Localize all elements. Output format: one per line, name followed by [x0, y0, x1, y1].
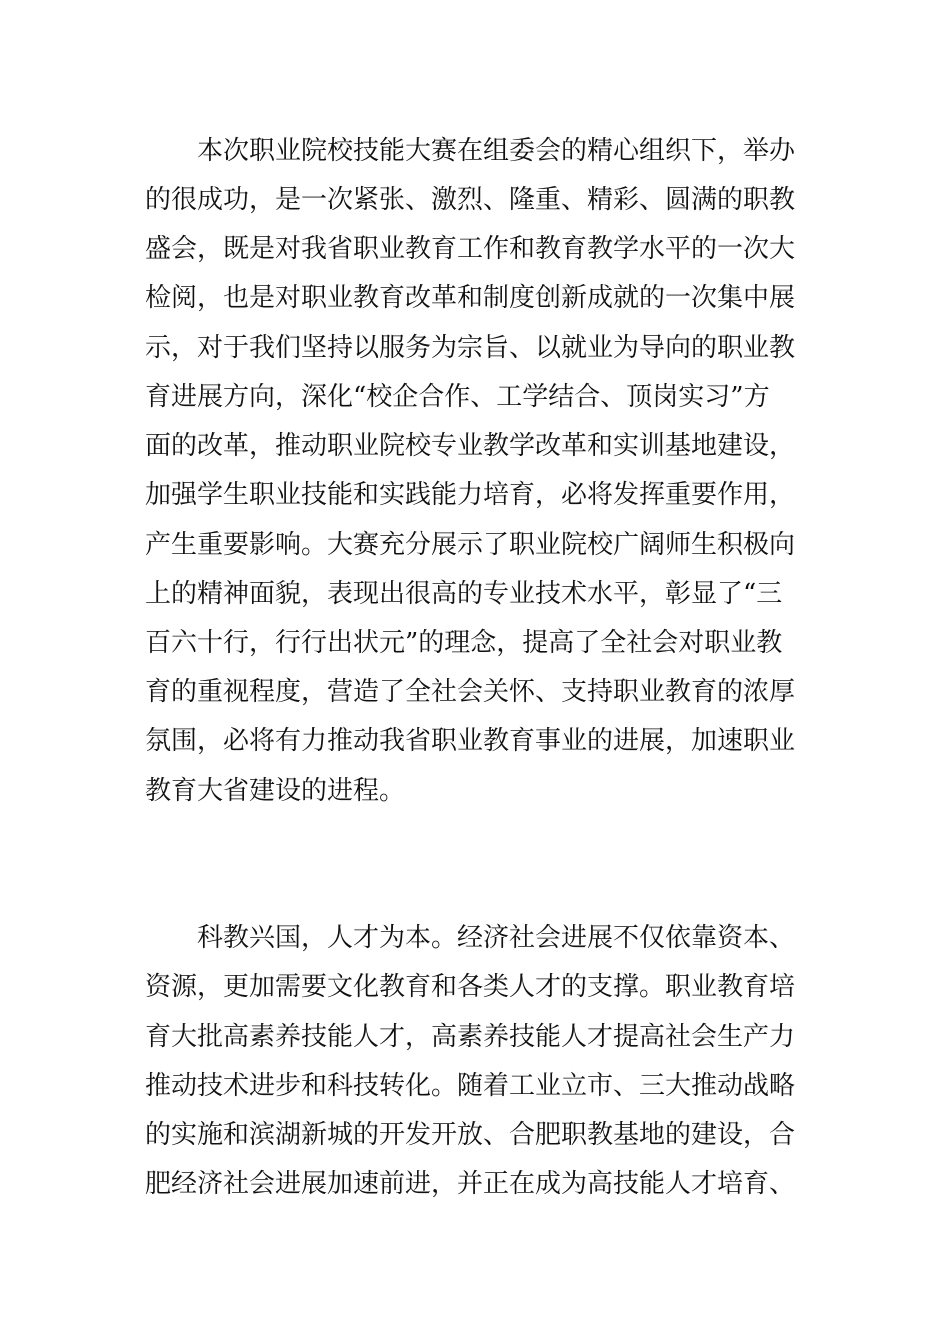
text-line: 盛会，既是对我省职业教育工作和教育教学水平的一次大 [145, 234, 796, 264]
text-line: 育大批高素养技能人才，高素养技能人才提高社会生产力 [145, 1022, 796, 1052]
text-line: 上的精神面貌，表现出很高的专业技术水平，彰显了“三 [145, 579, 783, 609]
text-line: 示，对于我们坚持以服务为宗旨、以就业为导向的职业教 [145, 333, 796, 363]
text-line: 的很成功，是一次紧张、激烈、隆重、精彩、圆满的职教 [145, 185, 796, 215]
text-line: 本次职业院校技能大赛在组委会的精心组织下，举办 [197, 136, 796, 166]
text-line: 育的重视程度，营造了全社会关怀、支持职业教育的浓厚 [145, 677, 796, 707]
text-line: 教育大省建设的进程。 [145, 776, 406, 806]
text-line: 推动技术进步和科技转化。随着工业立市、三大推动战略 [145, 1071, 796, 1101]
text-line: 育进展方向，深化“校企合作、工学结合、顶岗实习”方 [145, 382, 770, 412]
text-line: 科教兴国，人才为本。经济社会进展不仅依靠资本、 [197, 923, 796, 953]
text-line: 产生重要影响。大赛充分展示了职业院校广阔师生积极向 [145, 530, 796, 560]
text-line: 资源，更加需要文化教育和各类人才的支撑。职业教育培 [145, 972, 796, 1002]
text-line: 加强学生职业技能和实践能力培育，必将发挥重要作用， [145, 480, 796, 510]
text-line: 氛围，必将有力推动我省职业教育事业的进展，加速职业 [145, 726, 796, 756]
text-line: 百六十行，行行出状元”的理念，提高了全社会对职业教 [145, 628, 783, 658]
text-line: 肥经济社会进展加速前进，并正在成为高技能人才培育、 [145, 1169, 796, 1199]
text-line: 面的改革，推动职业院校专业教学改革和实训基地建设， [145, 431, 796, 461]
text-line: 检阅，也是对职业教育改革和制度创新成就的一次集中展 [145, 283, 796, 313]
text-line: 的实施和滨湖新城的开发开放、合肥职教基地的建设，合 [145, 1120, 796, 1150]
